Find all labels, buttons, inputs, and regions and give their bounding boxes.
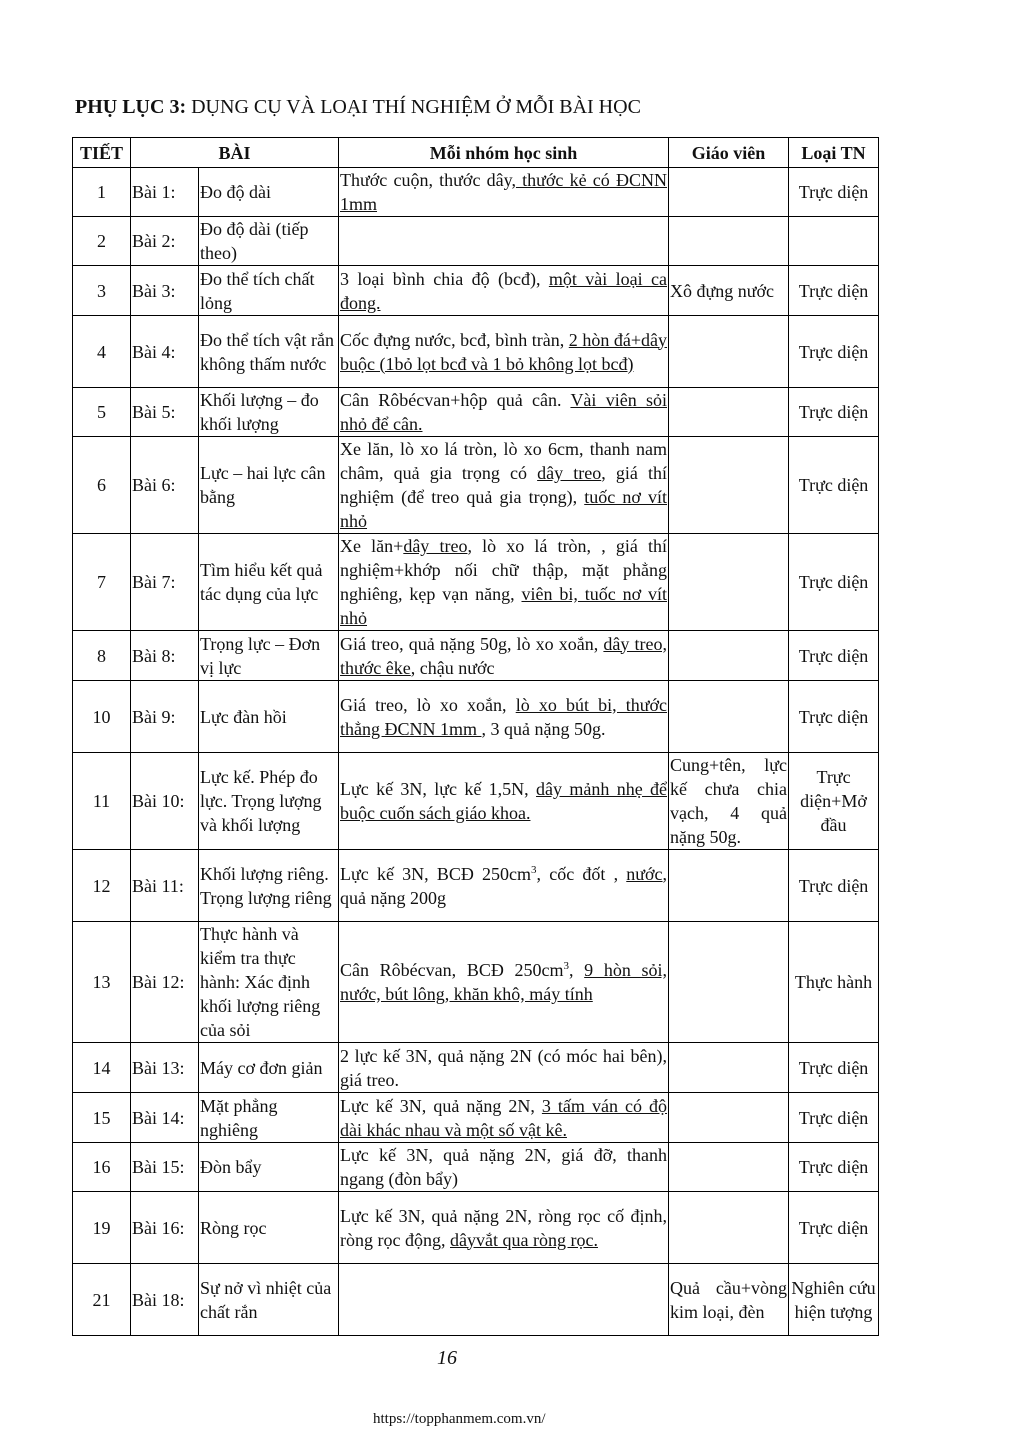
cell-giao-vien xyxy=(669,437,789,534)
cell-tiet: 12 xyxy=(73,850,131,922)
cell-bai-number: Bài 6: xyxy=(131,437,199,534)
cell-hoc-sinh xyxy=(339,850,669,922)
cell-tiet: 19 xyxy=(73,1192,131,1264)
cell-bai-name: Đo độ dài (tiếp theo) xyxy=(199,217,339,266)
cell-bai-name: Khối lượng – đo khối lượng xyxy=(199,388,339,437)
cell-giao-vien xyxy=(669,850,789,922)
underlined-text: Vài viên sỏi nhỏ để cân. xyxy=(340,390,668,434)
cell-loai-tn: Trực diện xyxy=(789,631,879,681)
cell-bai-number: Bài 7: xyxy=(131,534,199,631)
cell-bai-number: Bài 3: xyxy=(131,266,199,316)
cell-hoc-sinh xyxy=(339,1192,669,1264)
cell-tiet: 10 xyxy=(73,681,131,753)
cell-giao-vien xyxy=(669,534,789,631)
cell-tiet: 11 xyxy=(73,753,131,850)
cell-loai-tn: Trực diện xyxy=(789,1043,879,1093)
cell-giao-vien xyxy=(669,217,789,266)
cell-tiet: 5 xyxy=(73,388,131,437)
cell-hoc-sinh xyxy=(339,388,669,437)
underlined-text: thước kẻ có ĐCNN 1mm xyxy=(340,170,668,214)
cell-loai-tn: Trực diện xyxy=(789,850,879,922)
table-row xyxy=(73,266,879,316)
cell-hoc-sinh xyxy=(339,681,669,753)
text-segment: , chậu nước xyxy=(410,657,495,678)
cell-bai-name: Lực đàn hồi xyxy=(199,681,339,753)
cell-hoc-sinh xyxy=(339,266,669,316)
table-row xyxy=(73,217,879,266)
text-segment: , giá thí nghiệm (để treo quả gia trọng), xyxy=(340,463,667,507)
cell-hoc-sinh xyxy=(339,631,669,681)
cell-bai-name: Tìm hiểu kết quả tác dụng của lực xyxy=(199,534,339,631)
cell-bai-name: Ròng rọc xyxy=(199,1192,339,1264)
cell-loai-tn xyxy=(789,217,879,266)
cell-giao-vien xyxy=(669,631,789,681)
col-header-giao-vien: Giáo viên xyxy=(669,138,789,168)
table-row xyxy=(73,316,879,388)
underlined-text: nước xyxy=(626,863,663,884)
text-segment: Xe lăn+ xyxy=(340,536,404,556)
underlined-text: dây mảnh nhẹ để buộc cuốn sách giáo khoa. xyxy=(340,779,668,823)
cell-giao-vien xyxy=(669,1093,789,1143)
cell-tiet: 13 xyxy=(73,922,131,1043)
cell-loai-tn: Trực diện xyxy=(789,1192,879,1264)
col-header-hoc-sinh: Mỗi nhóm học sinh xyxy=(339,138,669,168)
page-heading xyxy=(75,96,641,119)
heading-bold: PHỤ LỤC 3: xyxy=(75,96,187,118)
text-segment: 3 xyxy=(531,863,537,876)
table-row xyxy=(73,850,879,922)
cell-bai-name: Đòn bẩy xyxy=(199,1143,339,1192)
text-segment: , 3 quả nặng 50g. xyxy=(481,718,606,739)
cell-loai-tn: Trực diện xyxy=(789,168,879,217)
cell-loai-tn: Trực diện xyxy=(789,388,879,437)
cell-loai-tn: Trực diện xyxy=(789,1143,879,1192)
cell-tiet: 6 xyxy=(73,437,131,534)
cell-giao-vien xyxy=(669,681,789,753)
cell-bai-name: Thực hành và kiểm tra thực hành: Xác định khối lượng riêng của sỏi xyxy=(199,922,339,1043)
text-segment: Lực kế 3N, quả nặng 2N, giá đỡ, thanh ngang (đòn bẩy) xyxy=(340,1145,668,1189)
cell-tiet: 1 xyxy=(73,168,131,217)
cell-bai-number: Bài 15: xyxy=(131,1143,199,1192)
cell-loai-tn: Trực diện xyxy=(789,266,879,316)
text-segment: 3 xyxy=(563,960,569,972)
cell-bai-name: Lực kế. Phép đo lực. Trọng lượng và khối lượng xyxy=(199,753,339,850)
underlined-text: 2 hòn đá+dây buộc (1bỏ lọt bcđ và 1 bỏ không lọt bcđ) xyxy=(340,329,668,374)
cell-giao-vien xyxy=(669,1043,789,1093)
underlined-text: dây treo, thước êke xyxy=(340,633,667,678)
cell-giao-vien: Cung+tên, lực kế chưa chia vạch, 4 quả nặng 50g. xyxy=(669,753,789,850)
text-segment: Lực kế 3N, quả nặng 2N, ròng rọc cố định, ròng rọc động, xyxy=(340,1205,668,1250)
cell-hoc-sinh xyxy=(339,168,669,217)
text-segment: Cốc đựng nước, bcđ, bình tràn, xyxy=(340,329,569,350)
cell-tiet: 8 xyxy=(73,631,131,681)
cell-hoc-sinh xyxy=(339,922,669,1043)
table-row xyxy=(73,437,879,534)
text-segment: Lực kế 3N, lực kế 1,5N, xyxy=(340,779,537,799)
col-header-bai: BÀI xyxy=(131,138,339,168)
cell-hoc-sinh xyxy=(339,316,669,388)
text-segment: , xyxy=(569,960,585,980)
cell-loai-tn: Trực diện xyxy=(789,316,879,388)
cell-bai-name: Đo thể tích chất lỏng xyxy=(199,266,339,316)
table-row xyxy=(73,681,879,753)
cell-giao-vien xyxy=(669,316,789,388)
cell-bai-name: Trọng lực – Đơn vị lực xyxy=(199,631,339,681)
underlined-text: dâyvắt qua ròng rọc. xyxy=(450,1229,598,1250)
text-segment: 2 lực kế 3N, quả nặng 2N (có móc hai bên), giá treo. xyxy=(340,1045,668,1090)
text-segment: , quả nặng 200g xyxy=(340,863,668,908)
underlined-text: lò xo bút bi, thước thẳng ĐCNN 1mm xyxy=(340,694,668,739)
cell-tiet: 4 xyxy=(73,316,131,388)
table-row xyxy=(73,534,879,631)
cell-hoc-sinh xyxy=(339,534,669,631)
cell-bai-name: Lực – hai lực cân bằng xyxy=(199,437,339,534)
cell-tiet: 14 xyxy=(73,1043,131,1093)
text-segment: 3 loại bình chia độ (bcđ), xyxy=(340,268,549,289)
cell-loai-tn: Trực diện xyxy=(789,681,879,753)
cell-hoc-sinh xyxy=(339,437,669,534)
cell-giao-vien xyxy=(669,1143,789,1192)
cell-giao-vien: Xô đựng nước xyxy=(669,266,789,316)
cell-bai-name: Khối lượng riêng. Trọng lượng riêng xyxy=(199,850,339,922)
table-body xyxy=(73,168,879,1336)
cell-hoc-sinh xyxy=(339,753,669,850)
underlined-text: viên bi, tuốc nơ vít nhỏ xyxy=(340,584,667,628)
text-segment: Cân Rôbécvan+hộp quả cân. xyxy=(340,390,571,410)
cell-bai-number: Bài 16: xyxy=(131,1192,199,1264)
cell-tiet: 7 xyxy=(73,534,131,631)
cell-tiet: 21 xyxy=(73,1264,131,1336)
page-number: 16 xyxy=(437,1347,457,1369)
table-row xyxy=(73,1093,879,1143)
cell-loai-tn: Trực diện xyxy=(789,534,879,631)
cell-hoc-sinh xyxy=(339,1093,669,1143)
underlined-text: dây treo xyxy=(403,536,468,556)
text-segment: , cốc đốt , xyxy=(536,863,627,884)
text-segment: Thước cuộn, thước dây, xyxy=(340,170,516,190)
cell-hoc-sinh xyxy=(339,1264,669,1336)
table-row xyxy=(73,922,879,1043)
underlined-text: một vài loại ca đong. xyxy=(340,268,668,313)
table-row xyxy=(73,1143,879,1192)
underlined-text: 9 hòn sỏi, nước, bút lông, khăn khô, máy tính xyxy=(340,960,668,1004)
cell-hoc-sinh xyxy=(339,1043,669,1093)
text-segment: , lò xo lá tròn, , giá thí nghiệm+khớp nối chữ thập, mặt phẳng nghiêng, kẹp vạn năng, xyxy=(340,536,668,604)
table-row xyxy=(73,753,879,850)
cell-giao-vien xyxy=(669,168,789,217)
cell-tiet: 2 xyxy=(73,217,131,266)
underlined-text: dây treo xyxy=(537,463,602,483)
cell-hoc-sinh xyxy=(339,1143,669,1192)
cell-giao-vien xyxy=(669,922,789,1043)
table-row xyxy=(73,631,879,681)
text-segment: Cân Rôbécvan, BCĐ 250cm xyxy=(340,960,564,980)
underlined-text: tuốc nơ vít nhỏ xyxy=(340,487,668,531)
text-segment: Lực kế 3N, BCĐ 250cm xyxy=(340,863,532,884)
equipment-table xyxy=(72,137,879,1336)
cell-giao-vien xyxy=(669,388,789,437)
cell-bai-number: Bài 8: xyxy=(131,631,199,681)
text-segment: Giá treo, quả nặng 50g, lò xo xoắn, xyxy=(340,633,604,654)
text-segment: Giá treo, lò xo xoắn, xyxy=(340,694,516,715)
table-row xyxy=(73,1264,879,1336)
cell-loai-tn: Nghiên cứu hiện tượng xyxy=(789,1264,879,1336)
cell-bai-name: Sự nở vì nhiệt của chất rắn xyxy=(199,1264,339,1336)
cell-bai-number: Bài 12: xyxy=(131,922,199,1043)
cell-loai-tn: Thực hành xyxy=(789,922,879,1043)
col-header-tiet: TIẾT xyxy=(73,138,131,168)
cell-bai-number: Bài 10: xyxy=(131,753,199,850)
cell-bai-number: Bài 2: xyxy=(131,217,199,266)
text-segment: Xe lăn, lò xo lá tròn, lò xo 6cm, thanh nam châm, quả gia trọng có xyxy=(340,439,668,483)
cell-tiet: 15 xyxy=(73,1093,131,1143)
cell-giao-vien: Quả cầu+vòng kim loại, đèn xyxy=(669,1264,789,1336)
cell-bai-number: Bài 4: xyxy=(131,316,199,388)
table-row xyxy=(73,1192,879,1264)
cell-bai-number: Bài 18: xyxy=(131,1264,199,1336)
cell-bai-number: Bài 1: xyxy=(131,168,199,217)
cell-loai-tn: Trực diện+Mở đầu xyxy=(789,753,879,850)
cell-bai-number: Bài 11: xyxy=(131,850,199,922)
table-header-row xyxy=(73,138,879,168)
cell-giao-vien xyxy=(669,1192,789,1264)
table-row xyxy=(73,1043,879,1093)
text-segment: Lực kế 3N, quả nặng 2N, xyxy=(340,1095,542,1116)
cell-loai-tn: Trực diện xyxy=(789,1093,879,1143)
cell-bai-name: Đo độ dài xyxy=(199,168,339,217)
cell-loai-tn: Trực diện xyxy=(789,437,879,534)
footer-url: https://topphanmem.com.vn/ xyxy=(373,1411,546,1427)
cell-bai-number: Bài 13: xyxy=(131,1043,199,1093)
table-row xyxy=(73,388,879,437)
cell-tiet: 3 xyxy=(73,266,131,316)
cell-bai-name: Đo thể tích vật rắn không thấm nước xyxy=(199,316,339,388)
cell-bai-number: Bài 14: xyxy=(131,1093,199,1143)
table-row xyxy=(73,168,879,217)
cell-bai-number: Bài 9: xyxy=(131,681,199,753)
underlined-text: 3 tấm ván có độ dài khác nhau và một số vật kê. xyxy=(340,1095,667,1140)
cell-bai-number: Bài 5: xyxy=(131,388,199,437)
col-header-loai-tn: Loại TN xyxy=(789,138,879,168)
cell-bai-name: Máy cơ đơn giản xyxy=(199,1043,339,1093)
heading-rest: DỤNG CỤ VÀ LOẠI THÍ NGHIỆM Ở MỖI BÀI HỌC xyxy=(186,96,641,118)
cell-bai-name: Mặt phẳng nghiêng xyxy=(199,1093,339,1143)
cell-tiet: 16 xyxy=(73,1143,131,1192)
cell-hoc-sinh xyxy=(339,217,669,266)
